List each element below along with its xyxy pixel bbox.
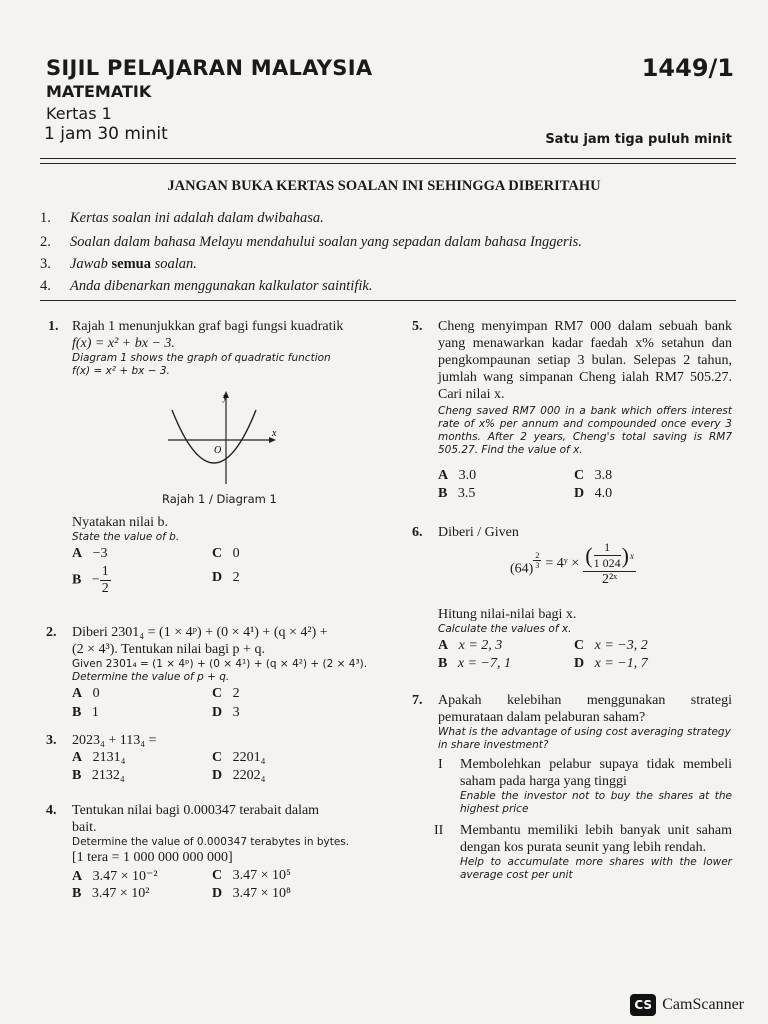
instruction-number: 4. [40, 278, 51, 294]
header-rule-top [40, 158, 736, 159]
fraction-denominator: 2 [101, 581, 109, 596]
q5-option-c[interactable]: C 3.8 [574, 468, 613, 483]
eq-base: (64) [510, 561, 534, 577]
q2-stem [72, 624, 372, 684]
option-value: x = −7, 1 [457, 656, 511, 671]
option-value: x = −1, 7 [594, 656, 648, 671]
eq-inner-exponent: x [629, 550, 634, 561]
q4-option-a[interactable]: A 3.47 × 10⁻² [72, 869, 158, 884]
q6-ask-ms: Hitung nilai-nilai bagi x. [438, 607, 577, 622]
q1-function-en: f(x) = x² + bx − 3. [72, 365, 170, 377]
q1-text-en: Diagram 1 shows the graph of quadratic function [72, 352, 331, 364]
q4-text-en: Determine the value of 0.000347 terabytes in bytes. [72, 836, 350, 848]
option-value: 3.8 [594, 468, 613, 483]
q3-option-a[interactable]: A 2131₄ [72, 750, 126, 765]
option-value: x = 2, 3 [458, 638, 503, 653]
fraction-numerator: 1 [101, 564, 109, 579]
q5-option-a[interactable]: A 3.0 [438, 468, 477, 483]
camscanner-logo-icon: CS [630, 994, 656, 1016]
q5-text-ms: Cheng menyimpan RM7 000 dalam sebuah bank yang menawarkan kadar faedah x% setahun dan pengkompaunan setiap 3 bulan. Selepas 2 tahun, jumlah wang simpanan Cheng ialah RM7 505.27. Cari nilai x. [438, 319, 732, 402]
option-value: 2131₄ [92, 750, 126, 765]
duration-words: Satu jam tiga puluh minit [545, 132, 732, 147]
q3-option-b[interactable]: B 2132₄ [72, 768, 125, 783]
q1-ask-en: State the value of b. [72, 531, 180, 543]
q6-number: 6. [412, 525, 423, 540]
q7-text-en: What is the advantage of using cost averaging strategy in share investment? [438, 726, 731, 751]
q6-given: Diberi / Given [438, 525, 519, 540]
q7-statement-ii [460, 822, 732, 882]
instruction-text: soalan. [154, 256, 197, 272]
option-value: 2132₄ [91, 768, 125, 783]
q2-text-en2: Determine the value of p + q. [72, 671, 230, 683]
instructions-rule [40, 300, 736, 301]
q4-number: 4. [46, 803, 57, 818]
q4-text-line2: bait. [72, 820, 97, 835]
q3-number: 3. [46, 733, 57, 748]
instruction-text: Anda dibenarkan menggunakan kalkulator saintifik. [70, 278, 373, 294]
q7-text-ms2: pemurataan dalam pelaburan saham? [438, 710, 646, 725]
origin-label: O [214, 445, 222, 456]
q2-option-d[interactable]: D 3 [212, 705, 240, 720]
q7-statement-ii-en: Help to accumulate more shares with the lower average cost per unit [460, 856, 732, 881]
instruction-number: 2. [40, 234, 51, 250]
q1-caption: Rajah 1 / Diagram 1 [162, 492, 277, 506]
q1-option-c[interactable]: C 0 [212, 546, 240, 561]
q7-statement-i-en: Enable the investor not to buy the shares at the highest price [460, 790, 732, 815]
option-value: 1 [91, 705, 99, 720]
option-value: 3.47 × 10⁸ [232, 886, 291, 901]
instruction-number: 1. [40, 210, 51, 226]
header-rule-bottom [40, 163, 736, 164]
exam-title: SIJIL PELAJARAN MALAYSIA [46, 56, 373, 80]
instruction-4 [40, 278, 700, 295]
instruction-1 [40, 210, 700, 227]
camscanner-watermark [630, 994, 744, 1016]
q5-number: 5. [412, 319, 423, 334]
q2-text-en1: Given 2301₄ = (1 × 4ᵖ) + (0 × 4¹) + (q × 4²) + (2 × 4³). [72, 658, 368, 670]
eq-base-group [510, 551, 541, 577]
q6-option-b[interactable]: B x = −7, 1 [438, 656, 511, 671]
eq-middle: = 4ʸ × [545, 556, 580, 571]
q4-option-d[interactable]: D 3.47 × 10⁸ [212, 886, 291, 901]
q4-note: [1 tera = 1 000 000 000 000] [72, 850, 233, 865]
q1-option-a[interactable]: A −3 [72, 546, 108, 561]
q6-option-a[interactable]: A x = 2, 3 [438, 638, 503, 653]
option-value: 3 [232, 705, 240, 720]
q6-option-c[interactable]: C x = −3, 2 [574, 638, 648, 653]
option-value: 3.47 × 10⁻² [92, 869, 158, 884]
paper-code: 1449/1 [641, 54, 734, 82]
eq-exp-denominator: 3 [535, 560, 540, 570]
instruction-number: 3. [40, 256, 51, 272]
instruction-text: Kertas soalan ini adalah dalam dwibahasa. [70, 210, 324, 226]
option-value: 0 [92, 686, 100, 701]
eq-main-numerator: ( $\frac{1}{1 024}$ ) x [585, 540, 634, 570]
instruction-text: Soalan dalam bahasa Melayu mendahului soalan yang sepadan dalam bahasa Inggeris. [70, 234, 582, 250]
q3-expression: 2023₄ + 113₄ = [72, 733, 157, 748]
q6-option-d[interactable]: D x = −1, 7 [574, 656, 648, 671]
eq-main-fraction [583, 540, 636, 588]
option-value: 3.5 [457, 486, 476, 501]
option-value: 3.47 × 10² [91, 886, 150, 901]
option-value: 4.0 [594, 486, 613, 501]
option-value: 2201₄ [232, 750, 266, 765]
q7-statement-i [460, 756, 732, 816]
camscanner-text: CamScanner [662, 996, 744, 1013]
option-value: 2 [232, 686, 240, 701]
q1-text-ms: Rajah 1 menunjukkan graf bagi fungsi kuadratik [72, 319, 344, 334]
q1-number: 1. [48, 319, 59, 334]
option-sign: − [91, 572, 100, 588]
q7-statement-i-label: I [438, 757, 443, 772]
q7-statement-ii-label: II [434, 823, 444, 838]
y-axis-label: y [223, 392, 228, 403]
q2-text-line1: Diberi 2301₄ = (1 × 4ᵖ) + (0 × 4¹) + (q × 4²) + [72, 625, 328, 640]
eq-inner-numerator: 1 [594, 540, 621, 556]
warning-text: JANGAN BUKA KERTAS SOALAN INI SEHINGGA DIBERITAHU [167, 178, 601, 194]
eq-exp-numerator: 2 [535, 550, 540, 560]
x-axis-label: x [272, 428, 277, 439]
option-value: x = −3, 2 [594, 638, 648, 653]
q5-option-b[interactable]: B 3.5 [438, 486, 476, 501]
option-value: 0 [232, 546, 240, 561]
q6-ask-en: Calculate the values of x. [438, 623, 572, 635]
duration: 1 jam 30 minit [44, 124, 168, 144]
q6-equation [510, 540, 636, 588]
option-value: 2202₄ [232, 768, 266, 783]
option-value: 3.0 [458, 468, 477, 483]
q2-option-a[interactable]: A 0 [72, 686, 100, 701]
instruction-bold: semua [111, 256, 151, 272]
q7-number: 7. [412, 693, 423, 708]
q1-ask-ms: Nyatakan nilai b. [72, 515, 169, 530]
q2-text-line2: (2 × 4³). Tentukan nilai bagi p + q. [72, 642, 265, 657]
q4-option-b[interactable]: B 3.47 × 10² [72, 886, 150, 901]
option-value: 2 [232, 570, 240, 585]
q2-number: 2. [46, 625, 57, 640]
q4-text-line1: Tentukan nilai bagi 0.000347 terabait dalam [72, 803, 320, 818]
instruction-3 [40, 256, 700, 273]
q5-stem [438, 318, 732, 457]
q1-stem [72, 318, 372, 378]
q1-function: f(x) = x² + bx − 3. [72, 336, 175, 351]
q5-text-en: Cheng saved RM7 000 in a bank which offers interest rate of x% per annum and compounded once every 3 months. After 2 years, Cheng's total saving is RM7 505.27. Find the value of x. [438, 405, 732, 456]
eq-main-denominator: 2²ˣ [601, 572, 618, 587]
paper-number: Kertas 1 [46, 104, 112, 123]
q1-ask [72, 514, 179, 544]
q2-option-c[interactable]: C 2 [212, 686, 240, 701]
q6-ask [438, 606, 576, 636]
q4-stem [72, 802, 372, 866]
q7-text-ms1: Apakah kelebihan menggunakan strategi [438, 693, 732, 708]
option-value: 3.47 × 10⁵ [232, 868, 291, 883]
q7-statement-ii-ms: Membantu memiliki lebih banyak unit saham dengan kos purata seunit yang lebih rendah. [460, 823, 732, 855]
instruction-2 [40, 234, 700, 251]
q7-statement-i-ms: Membolehkan pelabur supaya tidak membeli saham pada harga yang tinggi [460, 757, 732, 789]
eq-inner-denominator: 1 024 [593, 556, 621, 570]
q1-parabola-graph [160, 388, 290, 488]
q7-stem [438, 692, 732, 752]
q1-option-d[interactable]: D 2 [212, 570, 240, 585]
subject-name: MATEMATIK [46, 82, 152, 101]
instruction-text: Jawab [70, 256, 108, 272]
q4-option-c[interactable]: C 3.47 × 10⁵ [212, 868, 291, 883]
q2-option-b[interactable]: B 1 [72, 705, 99, 720]
q5-option-d[interactable]: D 4.0 [574, 486, 613, 501]
option-value: −3 [92, 546, 108, 561]
q1-option-b[interactable]: B − $\frac{1}{2}$ [72, 564, 109, 596]
q3-option-c[interactable]: C 2201₄ [212, 750, 266, 765]
q3-option-d[interactable]: D 2202₄ [212, 768, 266, 783]
